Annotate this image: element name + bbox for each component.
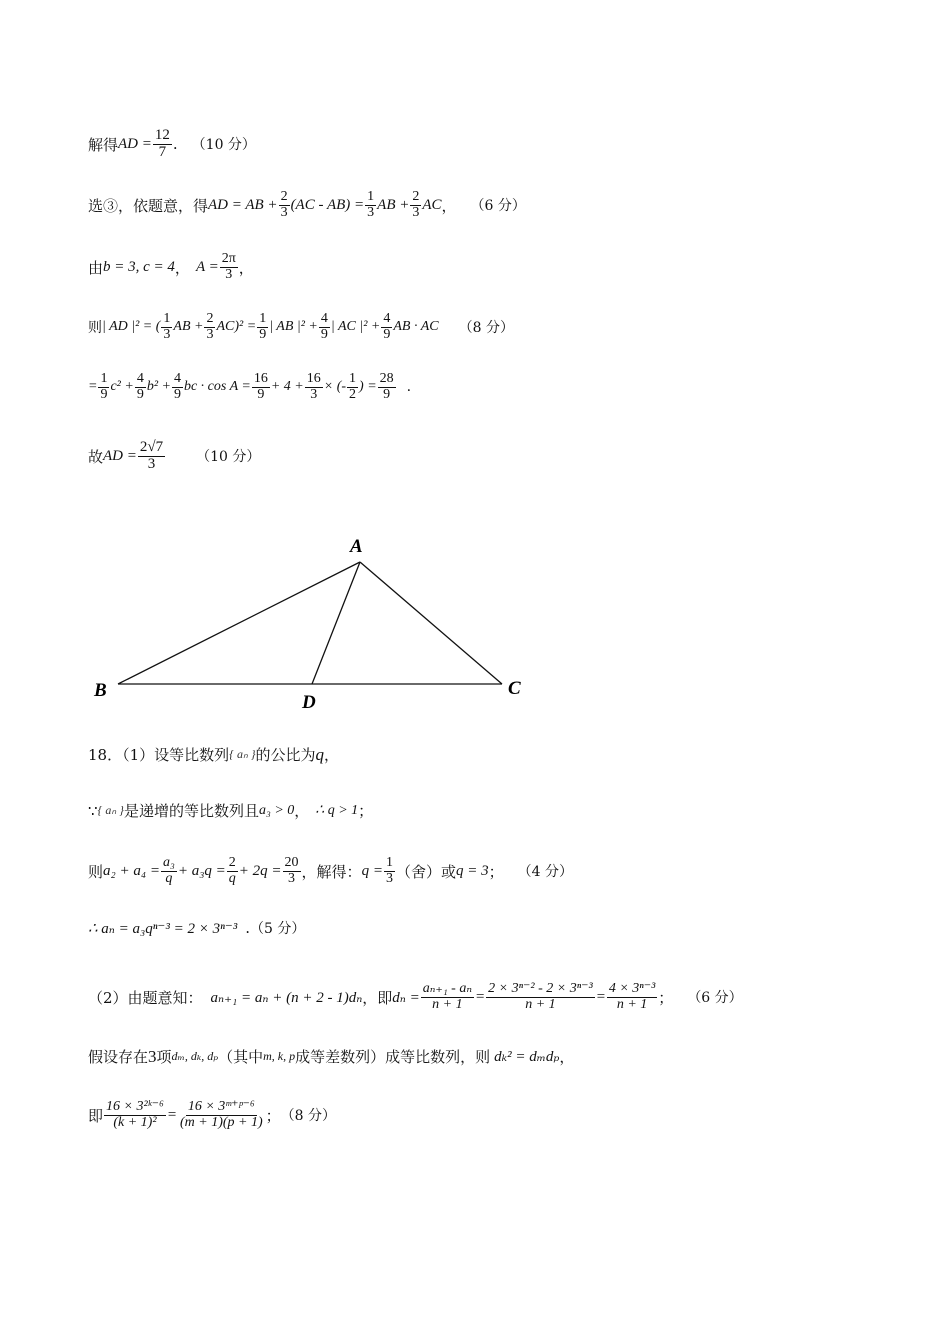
math-term: a₂ + a₄ =	[103, 862, 160, 879]
math-indices: m, k, p	[263, 1049, 296, 1063]
problem18-line5	[88, 982, 743, 1012]
fraction: $\frac{2\pi}{3}$	[221, 251, 236, 282]
fraction: $\frac{16}{3}$	[306, 371, 321, 402]
problem18-line7	[88, 1100, 336, 1130]
text-prefix: 由	[88, 258, 104, 277]
math-term: × (-	[323, 379, 347, 395]
math-general-term: ∴ aₙ = a₃qⁿ⁻³ = 2 × 3ⁿ⁻³	[88, 920, 238, 937]
fraction: $\frac{1}{9}$	[100, 371, 108, 402]
text-mid: 的公比为	[255, 746, 316, 764]
triangle-figure	[88, 530, 538, 724]
period: .	[406, 379, 412, 396]
fraction: $\frac{1}{9}$	[259, 311, 267, 342]
triangle-diagram	[88, 530, 538, 720]
solution-line-ad-12-7	[88, 128, 256, 161]
text-prefix: 选③，依题意，得	[88, 196, 209, 215]
problem18-line4	[88, 918, 305, 938]
math-q: q	[315, 744, 325, 764]
period: .	[172, 135, 178, 154]
fraction: $\frac{2}{3}$	[206, 311, 214, 342]
math-term: | AC |² +	[330, 319, 381, 335]
text-prefix: 则	[88, 862, 104, 881]
math-term: dₙ =	[392, 989, 420, 1006]
segment-ad	[312, 562, 360, 684]
fraction: $\frac{28}{9}$	[379, 371, 394, 402]
score-mark: （10 分）	[191, 137, 256, 154]
sequence-notation: { aₙ }	[97, 803, 124, 817]
fraction: $\frac{2√7}{3}$	[139, 439, 164, 472]
solution-line-ad-squared	[88, 312, 514, 342]
period: .	[245, 919, 251, 937]
semicolon: ；	[658, 988, 674, 1007]
text-prefix: 故	[88, 447, 104, 466]
fraction: $\frac{4}{9}$	[173, 371, 181, 402]
math-recurrence: aₙ₊₁ = aₙ + (n + 2 - 1)dₙ	[210, 989, 363, 1006]
point-label-d: D	[302, 692, 316, 713]
vertex-label-a: A	[350, 536, 363, 557]
fraction: $\frac{\text{16 × 3²ᵏ⁻⁶}}{\text{(k + 1)²}}$	[106, 1099, 164, 1130]
fraction: $\frac{1}{3}$	[385, 855, 393, 886]
solution-line-expansion	[88, 372, 411, 402]
fraction: $\frac{2}{q}$	[228, 855, 236, 886]
text-mid: ，即	[362, 988, 393, 1007]
fraction: $\frac{20}{3}$	[284, 855, 299, 886]
text-prefix: 18．（1）设等比数列	[88, 746, 230, 764]
text-prefix: （2）由题意知：	[88, 988, 203, 1007]
score-mark: （6 分）	[687, 990, 743, 1007]
semicolon: ；	[358, 802, 374, 820]
math-term: AC	[422, 196, 442, 213]
fraction: $\frac{\text{4 × 3ⁿ⁻³}}{n + 1}$	[608, 981, 656, 1012]
text-mid: 项	[156, 1048, 172, 1066]
score-mark: （4 分）	[517, 864, 573, 881]
math-term: AB +	[377, 196, 410, 213]
math-lhs: AD =	[103, 447, 137, 464]
score-mark: （5 分）	[250, 921, 306, 937]
text-prefix: 假设存在	[88, 1048, 149, 1066]
fraction: $\frac{1}{3}$	[367, 189, 375, 220]
comma: ，	[441, 196, 457, 215]
score-mark: （8 分）	[458, 320, 514, 337]
vertex-label-c: C	[508, 678, 521, 699]
problem18-line3	[88, 856, 573, 886]
math-term: b² +	[146, 379, 171, 395]
math-angle-a: A =	[195, 258, 219, 275]
text-prefix: 则	[88, 320, 102, 337]
math-condition: a₃ > 0	[258, 802, 295, 818]
comma: ，	[559, 1048, 575, 1066]
fraction: $\frac{1}{3}$	[163, 311, 171, 342]
fraction: $\frac{2}{3}$	[412, 189, 420, 220]
text-mid: ，解得：	[301, 862, 362, 881]
problem18-line6	[88, 1046, 574, 1067]
comma: ，	[324, 746, 340, 764]
score-mark: （6 分）	[470, 198, 526, 215]
math-lhs: AD =	[118, 135, 152, 152]
math-term: c² +	[110, 379, 134, 395]
math-vector-ad: AD = AB +	[208, 196, 278, 213]
math-term: + 2q =	[238, 862, 282, 879]
text-reject: （舍）或	[395, 862, 456, 881]
fraction: $\frac{\text{a₃}}{q}$	[162, 855, 175, 886]
score-mark: （10 分）	[196, 449, 261, 466]
side-ac	[360, 562, 502, 684]
vertex-label-b: B	[94, 680, 107, 701]
math-geometric-condition: dₖ² = dₘdₚ	[494, 1049, 560, 1065]
solution-line-given	[88, 252, 254, 282]
math-conclusion: ∴ q > 1	[315, 803, 359, 818]
math-term: =	[475, 988, 486, 1005]
text-prefix: 解得	[88, 135, 119, 154]
math-term: bc · cos A =	[183, 379, 251, 395]
number-three: 3	[148, 1046, 157, 1066]
fraction: $\frac{12}{7}$	[154, 127, 170, 160]
semicolon: ；	[488, 862, 504, 881]
text-mid: （其中	[218, 1048, 264, 1066]
text-mid: 是递增的等比数列且	[123, 802, 259, 820]
separator: ，	[294, 802, 310, 820]
text-prefix: 即	[88, 1106, 104, 1125]
text-mid: 成等差数列）成等比数列，则	[295, 1048, 491, 1066]
math-term: AB · AC	[393, 319, 439, 335]
math-terms: dₘ, dₖ, dₚ	[171, 1049, 219, 1063]
problem18-line1	[88, 744, 339, 765]
math-term: =	[88, 379, 98, 395]
fraction: $\frac{\text{aₙ₊₁ - aₙ}}{n + 1}$	[422, 981, 473, 1012]
math-q1: q =	[361, 862, 383, 879]
sequence-notation: { aₙ }	[229, 747, 256, 761]
score-mark: （8 分）	[280, 1108, 337, 1125]
math-term: | AB |² +	[269, 319, 318, 335]
math-q2: q = 3	[455, 862, 489, 879]
fraction: $\frac{2}{3}$	[280, 189, 288, 220]
fraction: $\frac{4}{9}$	[383, 311, 391, 342]
math-given: b = 3, c = 4	[103, 258, 175, 275]
math-term: AB +	[173, 319, 204, 335]
fraction: $\frac{16}{9}$	[253, 371, 268, 402]
problem18-line2	[88, 800, 373, 821]
solution-line-result	[88, 440, 260, 473]
semicolon: ；	[265, 1106, 281, 1125]
fraction: $\frac{1}{2}$	[349, 371, 357, 402]
side-ab	[118, 562, 360, 684]
math-term: | AD |² = (	[102, 319, 161, 335]
comma: ，	[238, 258, 254, 277]
math-term: (AC - AB) =	[290, 196, 365, 213]
math-term: AC)² =	[216, 319, 257, 335]
fraction: $\frac{4}{9}$	[320, 311, 328, 342]
math-term: + a₃q =	[177, 862, 226, 879]
separator: ，	[174, 258, 190, 277]
solution-line-option3	[88, 190, 526, 220]
fraction: $\frac{\text{16 × 3ᵐ⁺ᵖ⁻⁶}}{(m + 1)(p + 1)}$	[179, 1099, 263, 1130]
math-term: ) =	[359, 379, 377, 395]
math-term: =	[166, 1106, 177, 1123]
fraction: $\frac{\text{2 × 3ⁿ⁻² - 2 × 3ⁿ⁻³}}{n + 1}$	[488, 981, 593, 1012]
because-symbol: ∵	[88, 801, 98, 820]
fraction: $\frac{4}{9}$	[136, 371, 144, 402]
math-term: + 4 +	[270, 379, 304, 395]
math-term: =	[595, 988, 606, 1005]
